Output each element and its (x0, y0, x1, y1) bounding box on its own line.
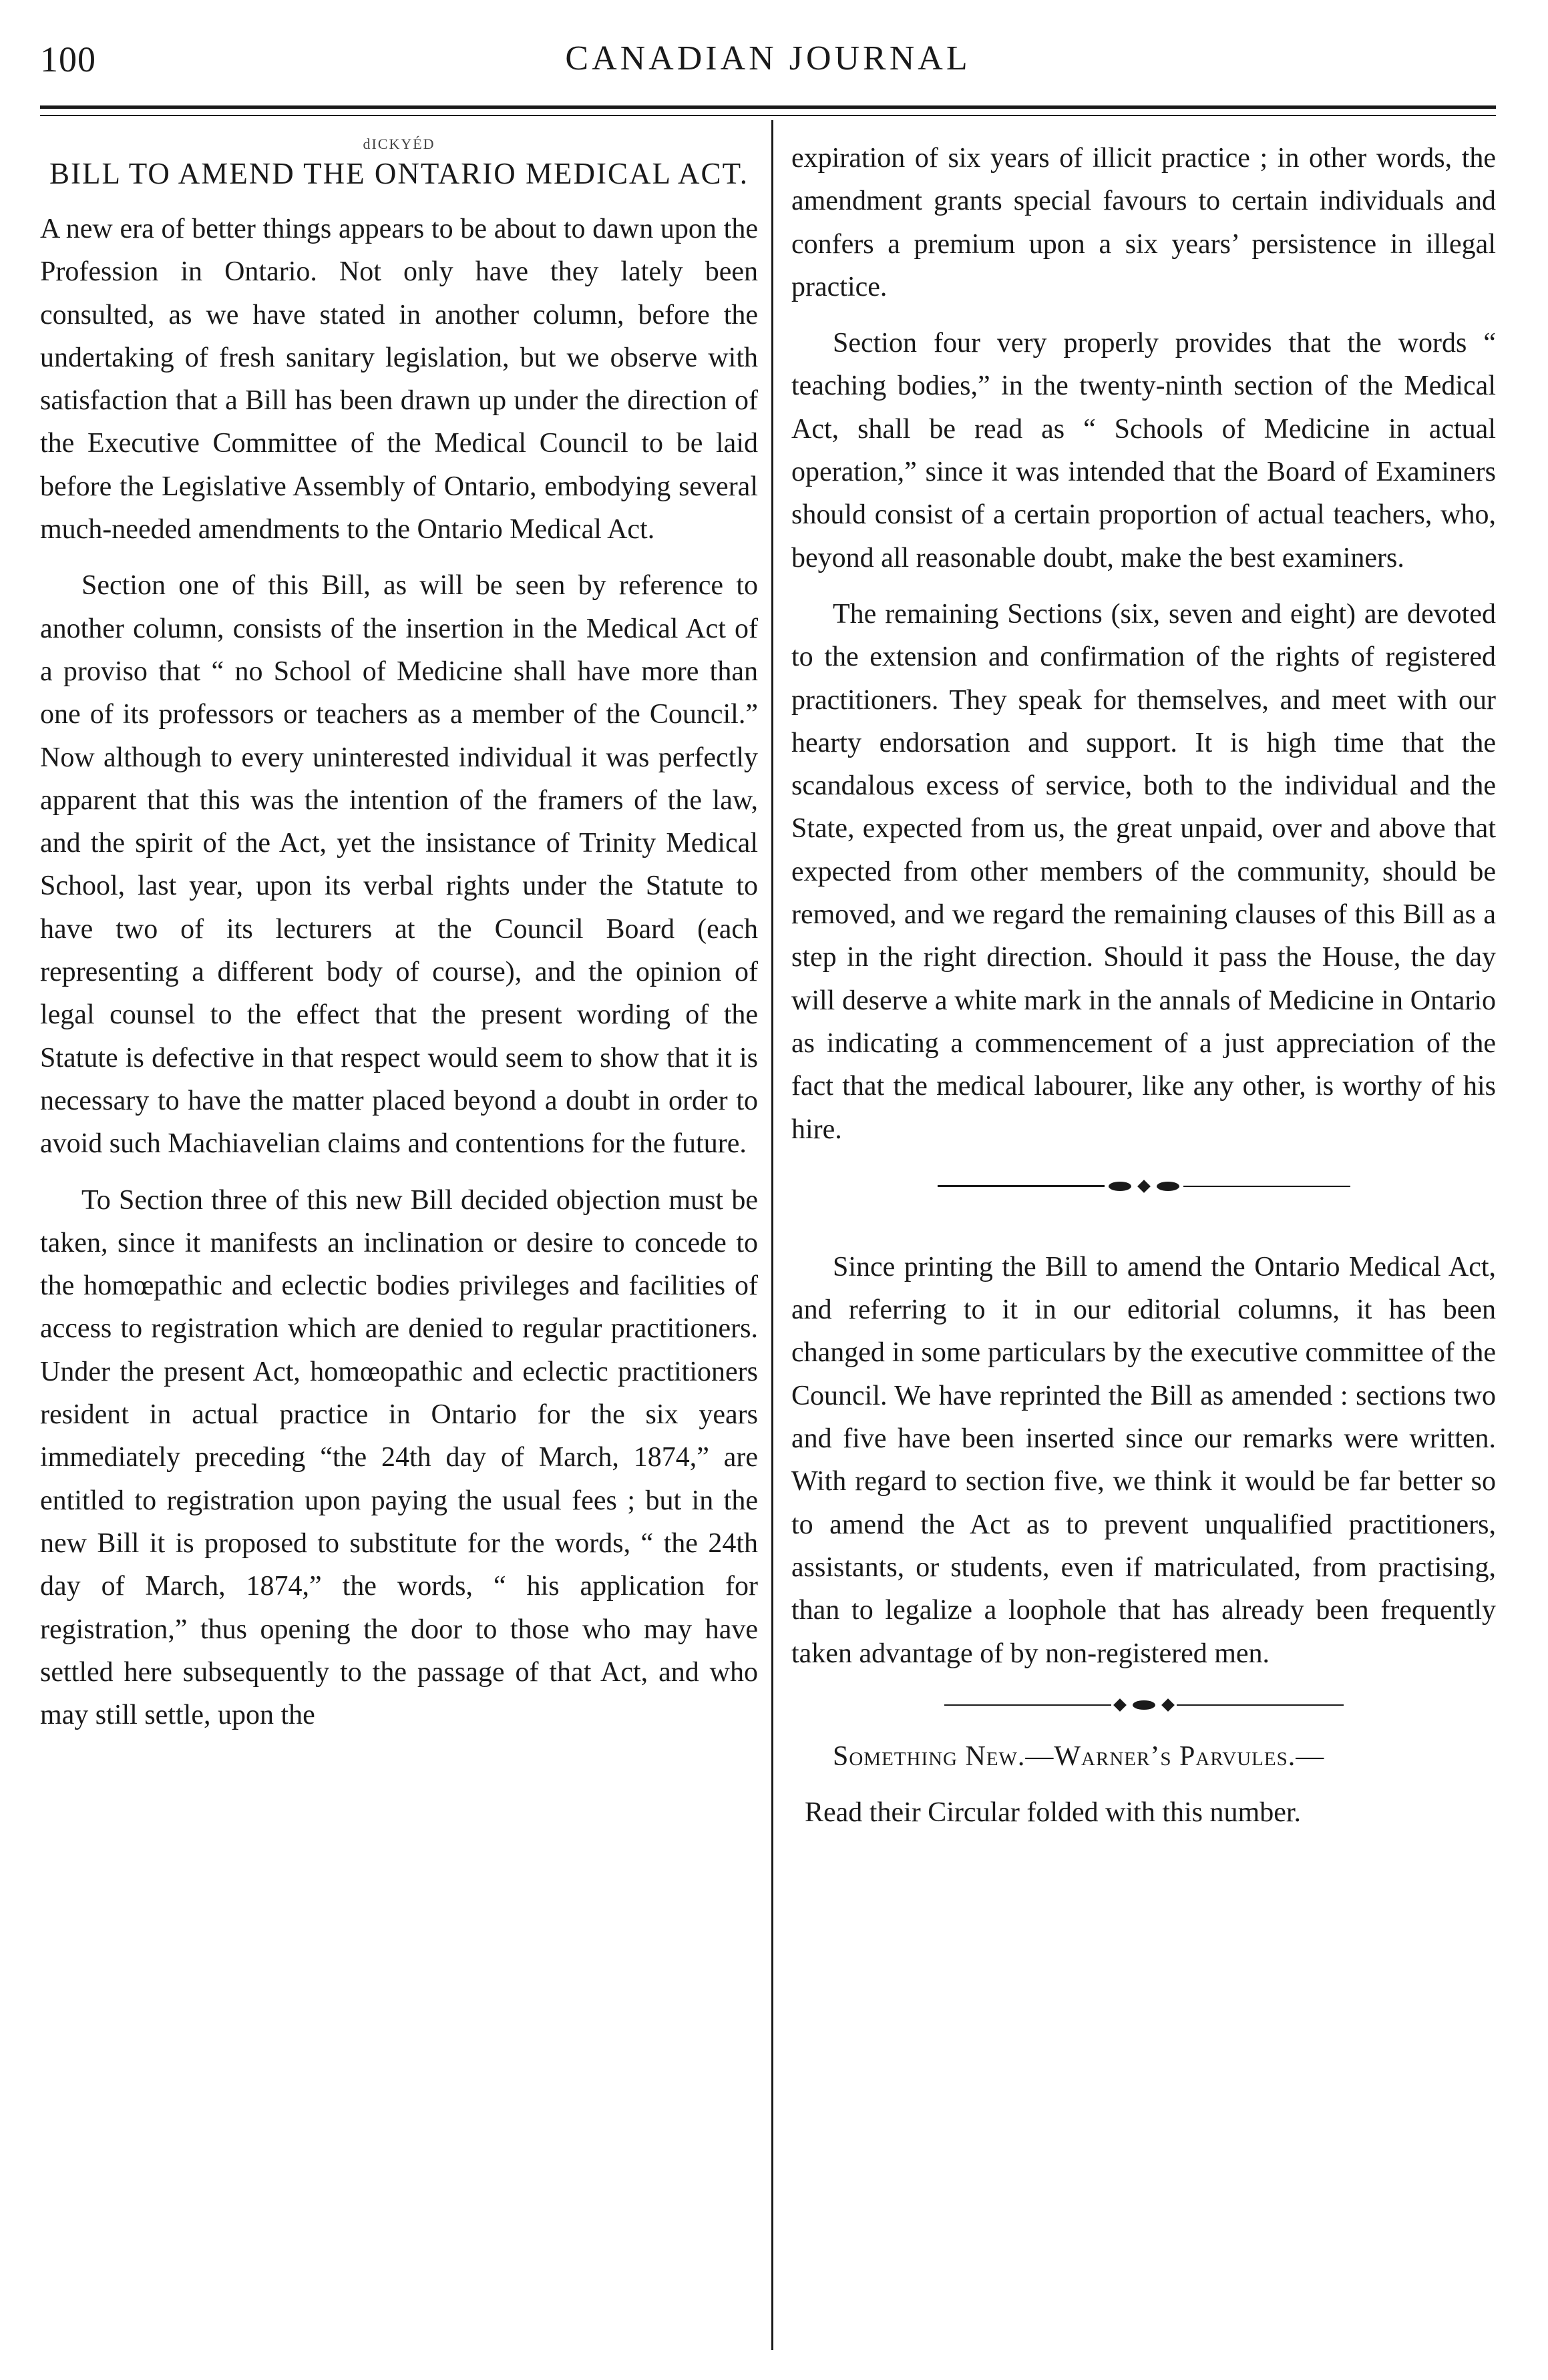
ornament-line (1177, 1704, 1344, 1706)
ornament-line (938, 1185, 1105, 1187)
section-ornament-1 (791, 1163, 1496, 1210)
advertisement-notice (791, 1735, 1496, 1835)
ornament-diamond (1161, 1698, 1175, 1712)
article-paragraph-5: Section four very properly provides that the words “ teaching bodies,” in the twenty-ninth section of the Medical Act, shall be read as “ Schools of Medicine in actual operation,” since it was intended that the Board of Examiners should consist of a certain proportion of actual teachers, who, beyond all reasonable doubt, make the best examiners. (791, 328, 1496, 573)
section-ornament-2 (791, 1682, 1496, 1728)
article-paragraph-2: Section one of this Bill, as will be seen by reference to another column, consists of the insertion in the Medical Act of a proviso that “ no School of Medicine shall have more than one of its professors or teachers as a member of the Council.” Now although to every uninterested individual it was perfectly apparent that this was the intention of the framers of the law, and the spirit of the Act, yet the insistance of Trinity Medical School, last year, upon its verbal rights under the Statute to have two of its lecturers at the Council Board (each representing a different body of course), and the opinion of legal counsel to the effect that the present wording of the Statute is defective in that respect would seem to show that it is necessary to have the matter placed beyond a doubt in order to avoid such Machiavelian claims and contentions for the future. (40, 570, 758, 1160)
right-column (791, 137, 1496, 1834)
ornament-knot (1157, 1182, 1179, 1191)
ornament-line (944, 1704, 1111, 1706)
ornament-line (1183, 1186, 1350, 1187)
page-header (40, 39, 1496, 92)
column-divider (771, 120, 773, 2350)
notice-heading (791, 1735, 1496, 1778)
editorial-note-paragraph: Since printing the Bill to amend the Ontario Medical Act, and referring to it in our editorial columns, it has been changed in some particulars by the executive committee of the Council. We have reprinted the Bill as amended : sections two and five have been inserted since our remarks were written. With regard to section five, we think it would be far better so to amend the Act as to prevent unqualified practitioners, assistants, or students, even if matriculated, from practising, than to legalize a loophole that has already been frequently taken advantage of by non-registered men. (791, 1251, 1496, 1669)
notice-text: Read their Circular folded with this number. (805, 1797, 1301, 1829)
header-rule-thin (40, 115, 1496, 116)
article-title: BILL TO AMEND THE ONTARIO MEDICAL ACT. (49, 157, 749, 190)
ornament-diamond (1137, 1180, 1151, 1193)
article-paragraph-6: The remaining Sections (six, seven and eight) are devoted to the extension and confirmation of the rights of registered practitioners. They speak for themselves, and meet with our hearty endorsation and support. It is high time that the scandalous excess of service, both to the individual and the State, expected from us, the great unpaid, over and above that expected from other members of the community, should be removed, and we regard the remaining clauses of this Bill as a step in the right direction. Should it pass the House, the day will deserve a white mark in the annals of Medicine in Ontario as indicating a commencement of a just appreciation of the fact that the medical labourer, like any other, is worthy of his hire. (791, 598, 1496, 1145)
notice-heading-text: Something New.—Warner’s Parvules.— (833, 1740, 1325, 1772)
page-number: 100 (40, 39, 96, 79)
article-paragraph-3: To Section three of this new Bill decided objection must be taken, since it manifests an inclination or desire to concede to the homœpathic and eclectic bodies privileges and facilities of access to registration which are denied to regular practitioners. Under the present Act, homœopathic and eclectic practitioners resident in actual practice in Ontario for the six years immediately preceding “the 24th day of March, 1874,” are entitled to registration upon paying the usual fees ; but in the new Bill it is proposed to substitute for the words, “ the 24th day of March, 1874,” the words, “ his application for registration,” thus opening the door to those who may have settled here subsequently to the passage of that Act, and who may still settle, upon the (40, 1184, 758, 1731)
ornament-knot (1109, 1182, 1131, 1191)
ornament-diamond (1113, 1698, 1127, 1712)
article-paragraph-4: expiration of six years of illicit practice ; in other words, the amendment grants special favours to certain individuals and confers a premium upon a six years’ persistence in illegal practice. (791, 143, 1496, 302)
editorial-note (791, 1246, 1496, 1675)
ornament-knot (1133, 1700, 1155, 1710)
ink-smudge-text: dICKYÉD (363, 136, 435, 152)
article-paragraph-1: A new era of better things appears to be about to dawn upon the Profession in Ontario. Not only have they lately been consulted, as we have stated in another column, before the undertaking of fresh sanitary legislation, but we observe with satisfaction that a Bill has been drawn up under the direction of the Executive Committee of the Medical Council to be laid before the Legislative Assembly of Ontario, embodying several much-needed amendments to the Ontario Medical Act. (40, 214, 758, 545)
left-column (40, 137, 758, 1736)
header-rule-thick (40, 105, 1496, 109)
running-title: CANADIAN JOURNAL (565, 39, 971, 77)
